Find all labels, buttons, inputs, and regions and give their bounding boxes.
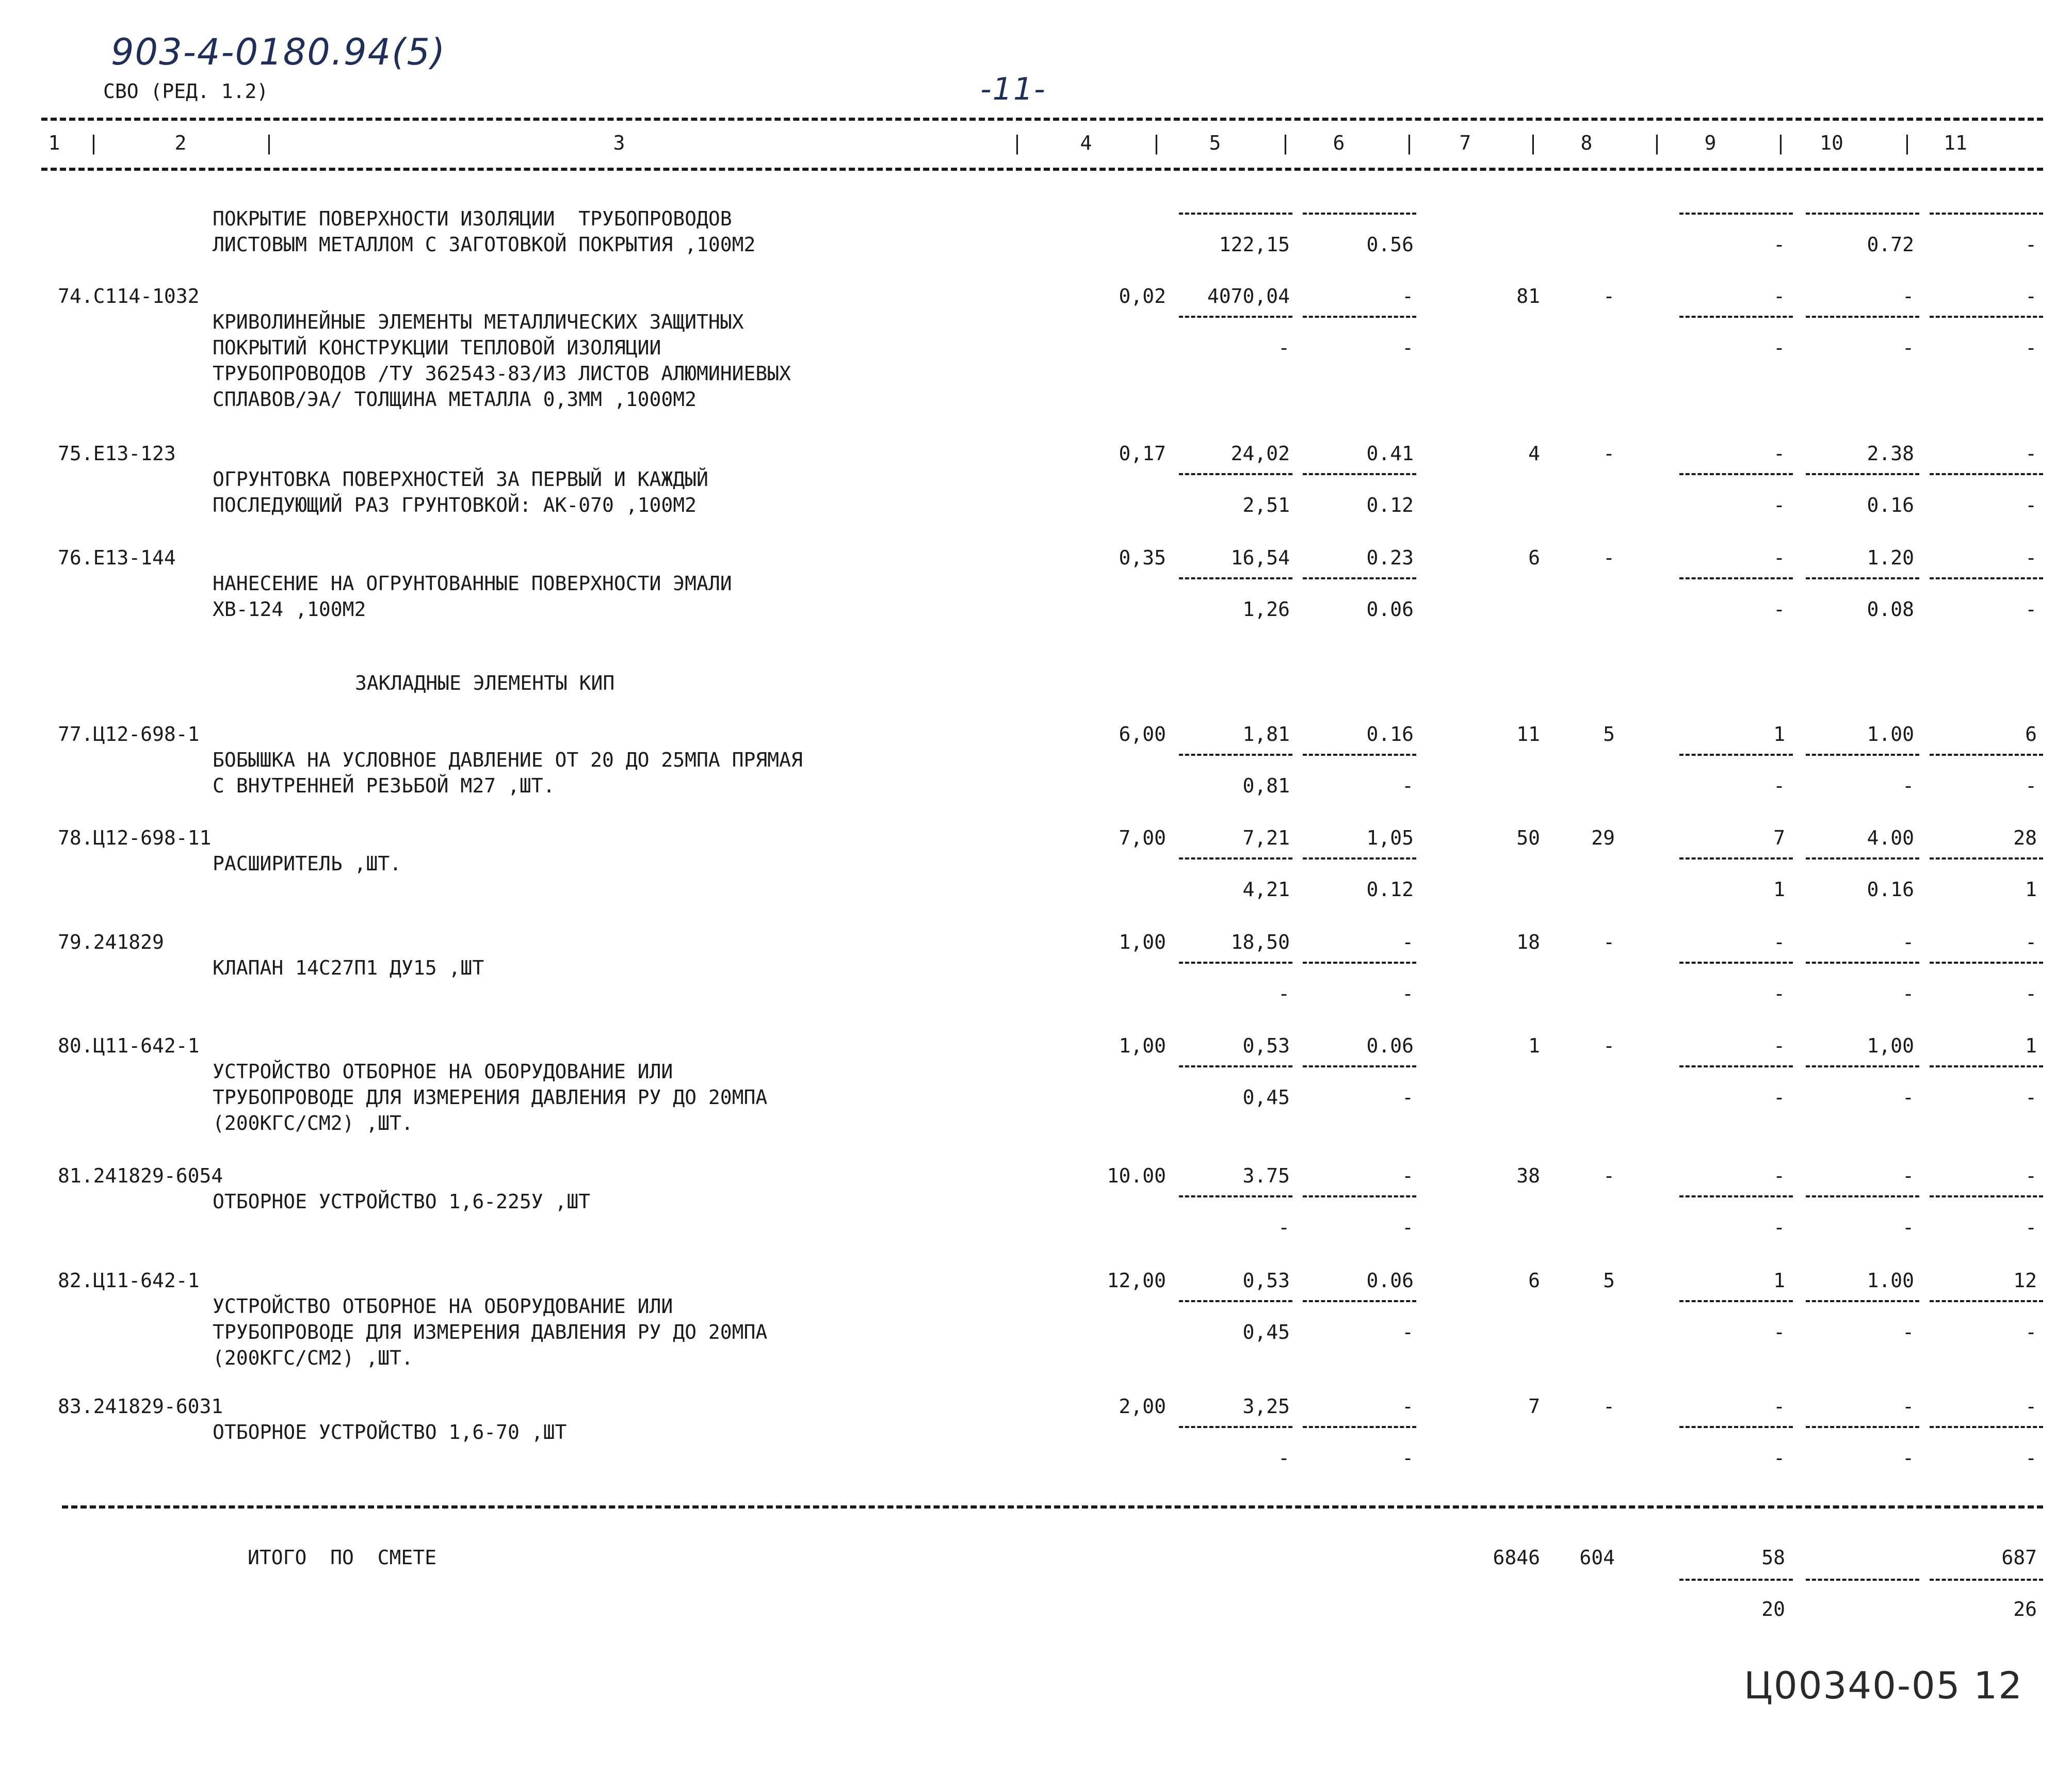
row-description-line: СПЛАВОВ/ЭА/ ТОЛЩИНА МЕТАЛЛА 0,3ММ ,1000М2 xyxy=(213,388,697,411)
cell-divider xyxy=(1806,1195,1919,1197)
cell-c8: - xyxy=(1603,1164,1615,1187)
column-header-5: 5 xyxy=(1209,132,1221,154)
cell-c7: 81 xyxy=(1516,285,1540,307)
cell-c5: 0,53 xyxy=(1242,1269,1290,1292)
cell-divider xyxy=(1679,1195,1793,1197)
cell-c11: - xyxy=(2025,442,2037,465)
cell-c11b: - xyxy=(2025,598,2037,621)
cell-c6: 0.23 xyxy=(1366,546,1414,569)
cell-c5: 16,54 xyxy=(1231,546,1290,569)
cell-c4: 0,35 xyxy=(1119,546,1166,569)
cell-c10: 1.00 xyxy=(1867,723,1914,745)
cell-c9: - xyxy=(1773,931,1785,953)
column-separator: | xyxy=(1403,132,1415,154)
cell-c8: - xyxy=(1603,546,1615,569)
row-code: 77.Ц12-698-1 xyxy=(58,723,200,745)
column-separator: | xyxy=(1011,132,1023,154)
cell-c5b: - xyxy=(1278,1216,1290,1239)
cell-c7: 18 xyxy=(1516,931,1540,953)
row-description-line: БОБЫШКА НА УСЛОВНОЕ ДАВЛЕНИЕ ОТ 20 ДО 25МПА ПРЯМАЯ xyxy=(213,749,803,771)
cell-c5: 1,81 xyxy=(1242,723,1290,745)
cell-c10b: 0.08 xyxy=(1867,598,1914,621)
column-header-8: 8 xyxy=(1580,132,1593,154)
cell-divider xyxy=(1179,857,1292,860)
column-separator: | xyxy=(88,132,100,154)
cell-divider xyxy=(1930,1579,2043,1581)
cell-c10: - xyxy=(1902,931,1914,953)
total-c11b: 26 xyxy=(2013,1598,2037,1620)
row-description-line: ТРУБОПРОВОДЕ ДЛЯ ИЗМЕРЕНИЯ ДАВЛЕНИЯ РУ ДО 20МПА xyxy=(213,1086,768,1109)
cell-c8: 5 xyxy=(1603,723,1615,745)
cell-c5: 3,25 xyxy=(1242,1395,1290,1418)
cell-c10: - xyxy=(1902,285,1914,307)
cell-c8: - xyxy=(1603,1034,1615,1057)
column-separator: | xyxy=(1901,132,1913,154)
cell-c6: - xyxy=(1402,285,1414,307)
row-description-line: НАНЕСЕНИЕ НА ОГРУНТОВАННЫЕ ПОВЕРХНОСТИ ЭМАЛИ xyxy=(213,572,732,595)
page-number: -11- xyxy=(980,71,1046,107)
cell-c6: 0.06 xyxy=(1366,1269,1414,1292)
cell-divider xyxy=(1679,1300,1793,1302)
cell-c11b: - xyxy=(2025,494,2037,516)
cell-divider xyxy=(1930,962,2043,964)
cell-c6b: 0.06 xyxy=(1366,598,1414,621)
cell-divider xyxy=(1179,316,1292,318)
cell-divider xyxy=(1930,1195,2043,1197)
cell-divider xyxy=(1303,577,1416,579)
cell-c5b: 1,26 xyxy=(1242,598,1290,621)
row-description-line: КРИВОЛИНЕЙНЫЕ ЭЛЕМЕНТЫ МЕТАЛЛИЧЕСКИХ ЗАЩИТНЫХ xyxy=(213,311,744,333)
cell-c11b: - xyxy=(2025,982,2037,1005)
cell-divider xyxy=(1930,1300,2043,1302)
cell-c11b: - xyxy=(2025,1086,2037,1109)
cell-divider xyxy=(1679,1426,1793,1428)
row-code: 82.Ц11-642-1 xyxy=(58,1269,200,1292)
cell-c5b: 122,15 xyxy=(1219,233,1290,256)
cell-c11b: - xyxy=(2025,774,2037,797)
cell-divider xyxy=(1930,316,2043,318)
cell-c6: - xyxy=(1402,1395,1414,1418)
cell-c11: 1 xyxy=(2025,1034,2037,1057)
cell-divider xyxy=(1179,1300,1292,1302)
row-description-line: ТРУБОПРОВОДЕ ДЛЯ ИЗМЕРЕНИЯ ДАВЛЕНИЯ РУ ДО 20МПА xyxy=(213,1321,768,1343)
column-header-4: 4 xyxy=(1080,132,1092,154)
cell-c10b: - xyxy=(1902,1321,1914,1343)
cell-c8: - xyxy=(1603,1395,1615,1418)
cell-c4: 0,02 xyxy=(1119,285,1166,307)
column-header-2: 2 xyxy=(174,132,187,154)
row-description-line: (200КГС/СМ2) ,ШТ. xyxy=(213,1347,413,1369)
row-description-line: ОТБОРНОЕ УСТРОЙСТВО 1,6-225У ,ШТ xyxy=(213,1190,591,1213)
cell-c8: - xyxy=(1603,285,1615,307)
cell-c9b: - xyxy=(1773,494,1785,516)
cell-c11: - xyxy=(2025,931,2037,953)
cell-divider xyxy=(1930,754,2043,756)
total-c8: 604 xyxy=(1579,1546,1615,1569)
column-header-1: 1 xyxy=(48,132,60,154)
cell-c5: 24,02 xyxy=(1231,442,1290,465)
cell-c9b: - xyxy=(1773,982,1785,1005)
column-separator: | xyxy=(1651,132,1663,154)
row-code: 78.Ц12-698-11 xyxy=(58,826,212,849)
cell-c4: 6,00 xyxy=(1119,723,1166,745)
cell-c5b: - xyxy=(1278,1447,1290,1469)
column-separator: | xyxy=(1151,132,1162,154)
cell-c5: 0,53 xyxy=(1242,1034,1290,1057)
cell-c4: 7,00 xyxy=(1119,826,1166,849)
cell-c6b: - xyxy=(1402,1086,1414,1109)
cell-c4: 1,00 xyxy=(1119,1034,1166,1057)
cell-c7: 11 xyxy=(1516,723,1540,745)
row-description-line: С ВНУТРЕННЕЙ РЕЗЬБОЙ М27 ,ШТ. xyxy=(213,774,555,797)
row-description-line: РАСШИРИТЕЛЬ ,ШТ. xyxy=(213,852,402,875)
cell-divider xyxy=(1806,473,1919,475)
cell-c10: 4.00 xyxy=(1867,826,1914,849)
cell-divider xyxy=(1806,577,1919,579)
row-code: 79.241829 xyxy=(58,931,164,953)
cell-c7: 7 xyxy=(1528,1395,1540,1418)
cell-c4: 10.00 xyxy=(1107,1164,1166,1187)
cell-c5b: 4,21 xyxy=(1242,878,1290,901)
row-description-line: ПОКРЫТИЙ КОНСТРУКЦИИ ТЕПЛОВОЙ ИЗОЛЯЦИИ xyxy=(213,336,661,359)
cell-c5b: 0,45 xyxy=(1242,1321,1290,1343)
cell-c10b: - xyxy=(1902,982,1914,1005)
row-description-line: ХВ-124 ,100М2 xyxy=(213,598,366,621)
cell-divider xyxy=(1806,754,1919,756)
cell-c11: - xyxy=(2025,1164,2037,1187)
cell-c6: 0.06 xyxy=(1366,1034,1414,1057)
cell-c6b: - xyxy=(1402,1216,1414,1239)
column-header-6: 6 xyxy=(1333,132,1345,154)
totals-label: ИТОГО ПО СМЕТЕ xyxy=(248,1546,437,1569)
cell-c5b: 2,51 xyxy=(1242,494,1290,516)
column-separator: | xyxy=(1527,132,1539,154)
cell-c5b: - xyxy=(1278,336,1290,359)
cell-divider xyxy=(1806,1426,1919,1428)
row-description-line: ОТБОРНОЕ УСТРОЙСТВО 1,6-70 ,ШТ xyxy=(213,1421,567,1444)
cell-c10: 1,00 xyxy=(1867,1034,1914,1057)
cell-divider xyxy=(1679,316,1793,318)
cell-c10b: - xyxy=(1902,1216,1914,1239)
cell-c9: 7 xyxy=(1773,826,1785,849)
cell-c6b: - xyxy=(1402,1321,1414,1343)
row-description-line: ОГРУНТОВКА ПОВЕРХНОСТЕЙ ЗА ПЕРВЫЙ И КАЖДЫЙ xyxy=(213,468,708,491)
cell-c9b: - xyxy=(1773,1447,1785,1469)
cell-c11: 12 xyxy=(2013,1269,2037,1292)
header-top-rule xyxy=(41,118,2043,121)
cell-c10b: - xyxy=(1902,1447,1914,1469)
cell-c6: 0.41 xyxy=(1366,442,1414,465)
cell-divider xyxy=(1679,962,1793,964)
cell-c10: - xyxy=(1902,1395,1914,1418)
cell-divider xyxy=(1303,1300,1416,1302)
cell-c6b: - xyxy=(1402,774,1414,797)
row-code: 83.241829-6031 xyxy=(58,1395,223,1418)
cell-c6b: - xyxy=(1402,336,1414,359)
cell-c11b: - xyxy=(2025,1216,2037,1239)
cell-divider xyxy=(1806,1579,1919,1581)
cell-c7: 38 xyxy=(1516,1164,1540,1187)
cell-c9: - xyxy=(1773,285,1785,307)
section-title: ЗАКЛАДНЫЕ ЭЛЕМЕНТЫ КИП xyxy=(355,672,615,694)
cell-c9b: 1 xyxy=(1773,878,1785,901)
cell-c11: - xyxy=(2025,1395,2037,1418)
cell-divider xyxy=(1930,213,2043,215)
column-separator: | xyxy=(1775,132,1787,154)
row-description-line: ЛИСТОВЫМ МЕТАЛЛОМ С ЗАГОТОВКОЙ ПОКРЫТИЯ ,100М2 xyxy=(213,233,756,256)
cell-c4: 0,17 xyxy=(1119,442,1166,465)
cell-c9b: - xyxy=(1773,774,1785,797)
cell-c9: - xyxy=(1773,442,1785,465)
cell-divider xyxy=(1179,577,1292,579)
cell-c9b: - xyxy=(1773,1321,1785,1343)
cell-c6: 1,05 xyxy=(1366,826,1414,849)
cell-divider xyxy=(1930,577,2043,579)
cell-c5: 18,50 xyxy=(1231,931,1290,953)
cell-c6b: - xyxy=(1402,982,1414,1005)
cell-divider xyxy=(1806,962,1919,964)
archive-stamp: Ц00340-05 12 xyxy=(1744,1664,2024,1707)
column-header-10: 10 xyxy=(1820,132,1843,154)
cell-divider xyxy=(1679,1579,1793,1581)
cell-c9: 1 xyxy=(1773,723,1785,745)
cell-c4: 2,00 xyxy=(1119,1395,1166,1418)
header-bottom-rule xyxy=(41,168,2043,171)
cell-c9b: - xyxy=(1773,1216,1785,1239)
cell-c4: 1,00 xyxy=(1119,931,1166,953)
cell-divider xyxy=(1179,213,1292,215)
cell-c9: - xyxy=(1773,1395,1785,1418)
cell-c11b: - xyxy=(2025,1447,2037,1469)
row-description-line: (200КГС/СМ2) ,ШТ. xyxy=(213,1112,413,1134)
row-description-line: УСТРОЙСТВО ОТБОРНОЕ НА ОБОРУДОВАНИЕ ИЛИ xyxy=(213,1060,673,1083)
row-description-line: ПОСЛЕДУЮЩИЙ РАЗ ГРУНТОВКОЙ: АК-070 ,100М2 xyxy=(213,494,697,516)
cell-c9b: - xyxy=(1773,336,1785,359)
cell-divider xyxy=(1179,1426,1292,1428)
cell-c9b: - xyxy=(1773,598,1785,621)
cell-c6b: 0.56 xyxy=(1366,233,1414,256)
cell-c10: - xyxy=(1902,1164,1914,1187)
cell-c10: 1.00 xyxy=(1867,1269,1914,1292)
cell-divider xyxy=(1179,473,1292,475)
cell-c6b: 0.12 xyxy=(1366,878,1414,901)
cell-divider xyxy=(1679,213,1793,215)
cell-c5b: 0,45 xyxy=(1242,1086,1290,1109)
cell-divider xyxy=(1679,473,1793,475)
cell-c11b: 1 xyxy=(2025,878,2037,901)
cell-divider xyxy=(1303,857,1416,860)
total-c9: 58 xyxy=(1761,1546,1785,1569)
cell-c8: - xyxy=(1603,931,1615,953)
cell-divider xyxy=(1930,857,2043,860)
cell-c10: 2.38 xyxy=(1867,442,1914,465)
total-c7: 6846 xyxy=(1493,1546,1540,1569)
row-description-line: КЛАПАН 14С27П1 ДУ15 ,ШТ xyxy=(213,957,484,979)
cell-divider xyxy=(1679,754,1793,756)
cell-divider xyxy=(1679,577,1793,579)
cell-c5: 3.75 xyxy=(1242,1164,1290,1187)
cell-c8: 29 xyxy=(1591,826,1615,849)
document-code: 903-4-0180.94(5) xyxy=(111,31,446,73)
cell-c7: 6 xyxy=(1528,546,1540,569)
cell-c9: - xyxy=(1773,546,1785,569)
cell-c5b: 0,81 xyxy=(1242,774,1290,797)
cell-divider xyxy=(1679,857,1793,860)
cell-c9b: - xyxy=(1773,1086,1785,1109)
row-code: 74.С114-1032 xyxy=(58,285,200,307)
column-header-7: 7 xyxy=(1459,132,1471,154)
cell-c6: - xyxy=(1402,931,1414,953)
row-code: 75.Е13-123 xyxy=(58,442,176,465)
column-header-3: 3 xyxy=(613,132,625,154)
row-code: 81.241829-6054 xyxy=(58,1164,223,1187)
cell-c10b: - xyxy=(1902,1086,1914,1109)
cell-c11: 6 xyxy=(2025,723,2037,745)
row-description-line: УСТРОЙСТВО ОТБОРНОЕ НА ОБОРУДОВАНИЕ ИЛИ xyxy=(213,1295,673,1318)
cell-c10b: 0.16 xyxy=(1867,878,1914,901)
cell-divider xyxy=(1303,1065,1416,1067)
cell-c11b: - xyxy=(2025,336,2037,359)
column-header-9: 9 xyxy=(1704,132,1717,154)
cell-c9: - xyxy=(1773,1164,1785,1187)
cell-c7: 6 xyxy=(1528,1269,1540,1292)
cell-c6: 0.16 xyxy=(1366,723,1414,745)
row-code: 76.Е13-144 xyxy=(58,546,176,569)
cell-divider xyxy=(1303,962,1416,964)
totals-rule xyxy=(62,1505,2043,1509)
cell-divider xyxy=(1806,1065,1919,1067)
cell-c6b: - xyxy=(1402,1447,1414,1469)
cell-divider xyxy=(1303,213,1416,215)
cell-divider xyxy=(1303,473,1416,475)
cell-divider xyxy=(1179,962,1292,964)
total-c11: 687 xyxy=(2001,1546,2037,1569)
cell-divider xyxy=(1930,1426,2043,1428)
cell-divider xyxy=(1930,1065,2043,1067)
cell-divider xyxy=(1179,1065,1292,1067)
cell-divider xyxy=(1303,1195,1416,1197)
cell-divider xyxy=(1303,316,1416,318)
cell-c10: 1.20 xyxy=(1867,546,1914,569)
cell-c5b: - xyxy=(1278,982,1290,1005)
cell-c11b: - xyxy=(2025,1321,2037,1343)
row-code: 80.Ц11-642-1 xyxy=(58,1034,200,1057)
cell-divider xyxy=(1303,1426,1416,1428)
cell-c5: 4070,04 xyxy=(1207,285,1290,307)
cell-divider xyxy=(1806,316,1919,318)
cell-divider xyxy=(1930,473,2043,475)
total-c9b: 20 xyxy=(1761,1598,1785,1620)
cell-c11: 28 xyxy=(2013,826,2037,849)
cell-c7: 50 xyxy=(1516,826,1540,849)
cell-divider xyxy=(1806,1300,1919,1302)
column-separator: | xyxy=(263,132,275,154)
cell-c10b: - xyxy=(1902,774,1914,797)
cell-divider xyxy=(1679,1065,1793,1067)
program-version: СВО (РЕД. 1.2) xyxy=(103,80,269,103)
cell-c10b: 0.16 xyxy=(1867,494,1914,516)
cell-c9: 1 xyxy=(1773,1269,1785,1292)
cell-divider xyxy=(1179,1195,1292,1197)
cell-c11: - xyxy=(2025,546,2037,569)
cell-c11b: - xyxy=(2025,233,2037,256)
cell-c9b: - xyxy=(1773,233,1785,256)
column-header-11: 11 xyxy=(1944,132,1967,154)
cell-c5: 7,21 xyxy=(1242,826,1290,849)
row-description-line: ТРУБОПРОВОДОВ /ТУ 362543-83/ИЗ ЛИСТОВ АЛЮМИНИЕВЫХ xyxy=(213,362,791,385)
cell-c9: - xyxy=(1773,1034,1785,1057)
cell-c6b: 0.12 xyxy=(1366,494,1414,516)
cell-c4: 12,00 xyxy=(1107,1269,1166,1292)
cell-c8: 5 xyxy=(1603,1269,1615,1292)
cell-c6: - xyxy=(1402,1164,1414,1187)
cell-c10b: 0.72 xyxy=(1867,233,1914,256)
cell-c7: 1 xyxy=(1528,1034,1540,1057)
cell-c11: - xyxy=(2025,285,2037,307)
row-description-line: ПОКРЫТИЕ ПОВЕРХНОСТИ ИЗОЛЯЦИИ ТРУБОПРОВОДОВ xyxy=(213,207,732,230)
cell-c8: - xyxy=(1603,442,1615,465)
cell-divider xyxy=(1806,213,1919,215)
cell-c10b: - xyxy=(1902,336,1914,359)
column-separator: | xyxy=(1280,132,1291,154)
cell-c7: 4 xyxy=(1528,442,1540,465)
cell-divider xyxy=(1806,857,1919,860)
cell-divider xyxy=(1179,754,1292,756)
cell-divider xyxy=(1303,754,1416,756)
